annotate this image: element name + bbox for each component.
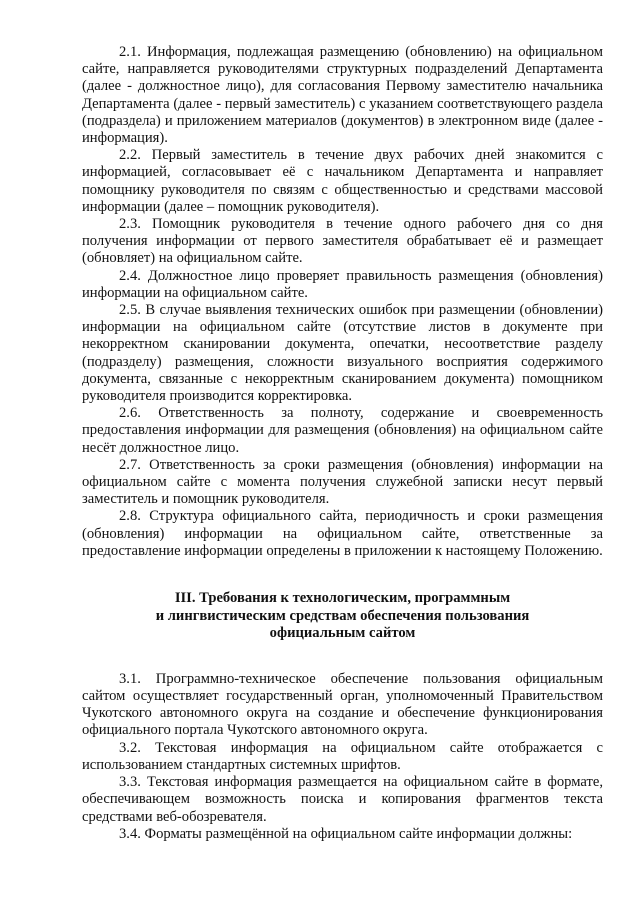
paragraph-2-3: 2.3. Помощник руководителя в течение одного рабочего дня со дня получения информации от первого заместителя обрабатывает её и размещает (обновляет) на официальном сайте. bbox=[82, 216, 603, 267]
paragraph-3-3: 3.3. Текстовая информация размещается на официальном сайте в формате, обеспечивающем возможность поиска и копирования фрагментов текста средствами веб-обозревателя. bbox=[82, 774, 603, 825]
paragraph-2-1: 2.1. Информация, подлежащая размещению (обновлению) на официальном сайте, направляется руководителями структурных подразделений Департамента (далее - должностное лицо), для согласования Первому заместителю начальника Департамента (далее - первый заместитель) с указанием соответствующего раздела (подраздела) и приложением материалов (документов) в электронном виде (далее - информация). bbox=[82, 44, 603, 147]
paragraph-3-4: 3.4. Форматы размещённой на официальном сайте информации должны: bbox=[119, 825, 573, 842]
paragraph-2-7: 2.7. Ответственность за сроки размещения (обновления) информации на официальном сайте с момента получения служебной записки несут первый заместитель и помощник руководителя. bbox=[82, 456, 603, 508]
paragraph-2-5: 2.5. В случае выявления технических ошибок при размещении (обновлении) информации на официальном сайте (отсутствие листов в документе при некорректном сканировании документа, опечатки, несоответствие разделу (подразделу) размещения, сложности визуального восприятия содержимого документа, связанные с некорректным сканированием документа) помощником руководителя производится корректировка. bbox=[82, 302, 603, 405]
paragraph-2-8: 2.8. Структура официального сайта, периодичность и сроки размещения (обновления) информации на официальном сайте, ответственные за предоставление информации определены в приложении к настоящему Положению. bbox=[82, 508, 603, 559]
paragraph-2-4: 2.4. Должностное лицо проверяет правильность размещения (обновления) информации на официальном сайте. bbox=[82, 267, 603, 301]
paragraph-3-2: 3.2. Текстовая информация на официальном сайте отображается с использованием стандартных системных шрифтов. bbox=[82, 739, 603, 773]
section-3-heading-line: III. Требования к технологическим, программным bbox=[174, 590, 511, 607]
paragraph-2-6: 2.6. Ответственность за полноту, содержание и своевременность предоставления информации для размещения (обновления) на официальном сайте несёт должностное лицо. bbox=[82, 405, 603, 456]
paragraph-3-1: 3.1. Программно-техническое обеспечение пользования официальным сайтом осуществляет государственный орган, уполномоченный Правительством Чукотского автономного округа на создание и обеспечение функционирования официального портала Чукотского автономного округа. bbox=[82, 670, 603, 739]
section-3-heading-line: и лингвистическим средствам обеспечения пользования bbox=[155, 607, 530, 624]
paragraph-2-2: 2.2. Первый заместитель в течение двух рабочих дней знакомится с информацией, согласовывает её с начальником Департамента и направляет помощнику руководителя по связям с общественностью и средствами массовой информации (далее – помощник руководителя). bbox=[82, 147, 603, 215]
section-3-heading-line: официальным сайтом bbox=[269, 625, 416, 642]
section-3-heading bbox=[82, 590, 603, 643]
